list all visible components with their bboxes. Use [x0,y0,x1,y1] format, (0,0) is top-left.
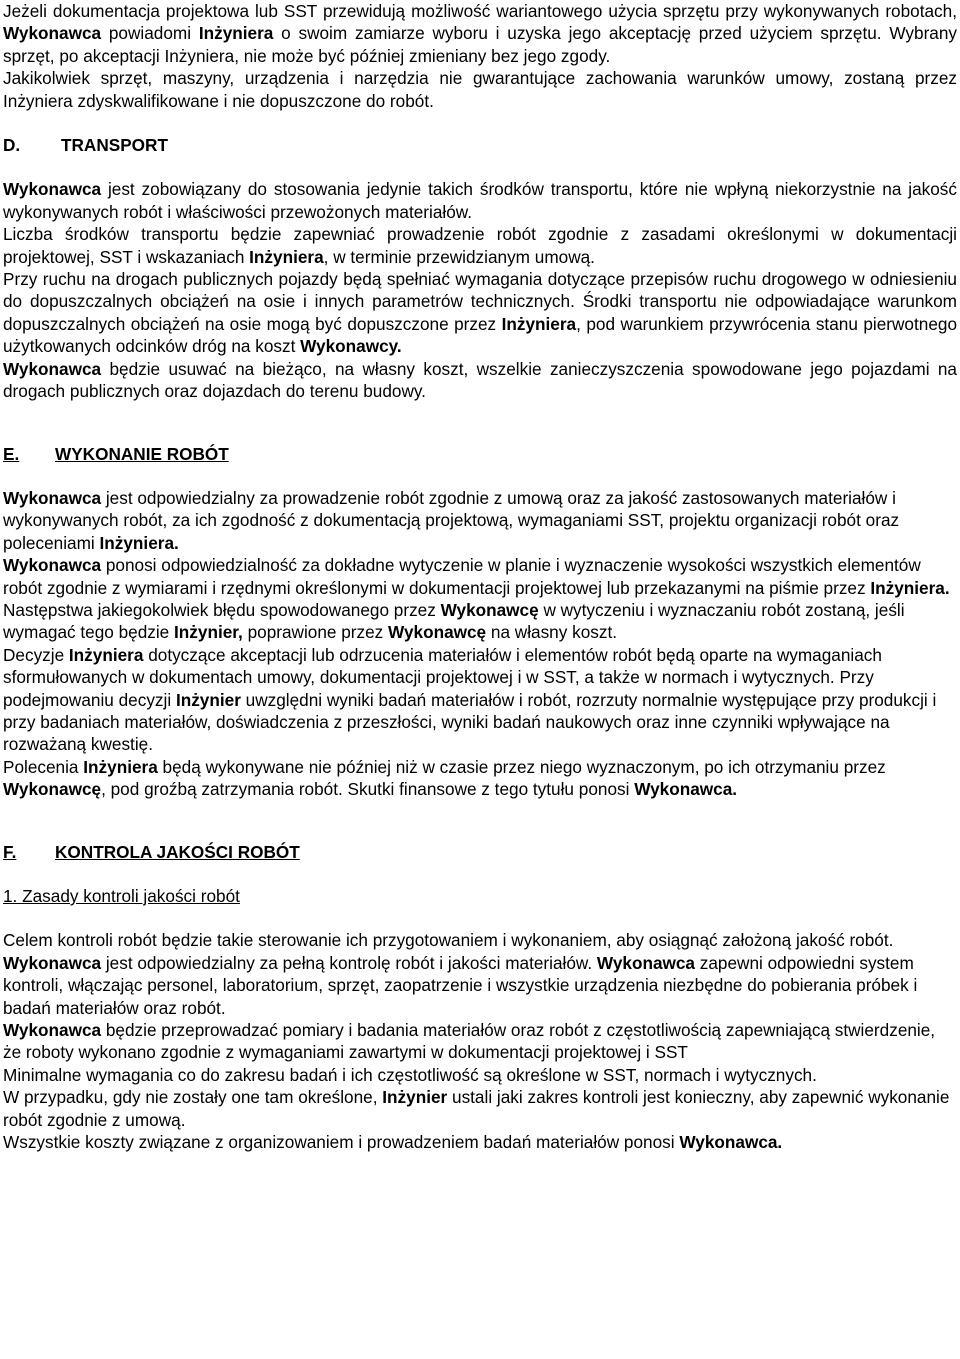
section-e-heading [3,443,957,465]
section-f-paragraph-5: W przypadku, gdy nie zostały one tam określone, Inżynier ustali jaki zakres kontroli jest konieczny, aby zapewnić wykonanie robót zgodnie z umową. [3,1087,950,1130]
section-f-paragraph-6: Wszystkie koszty związane z organizowaniem i prowadzeniem badań materiałów ponosi Wykonawca. [3,1132,783,1153]
section-d-paragraph-1: Wykonawca jest zobowiązany do stosowania jedynie takich środków transportu, które nie wpłyną niekorzystnie na jakość wykonywanych robót i właściwości przewożonych materiałów. [3,179,957,222]
section-d-title: TRANSPORT [61,135,168,156]
section-d-number: D. [3,135,21,156]
section-e-paragraph-5: Polecenia Inżyniera będą wykonywane nie później niż w czasie przez niego wyznaczonym, po ich otrzymaniu przez Wykonawcę, pod groźbą zatrzymania robót. Skutki finansowe z tego tytułu ponosi Wykonawca. [3,756,886,800]
intro-paragraph-2: Jakikolwiek sprzęt, maszyny, urządzenia i narzędzia nie gwarantujące zachowania warunków umowy, zostaną przez Inżyniera zdyskwalifikowane i nie dopuszczone do robót. [3,68,957,111]
section-d-paragraph-2: Liczba środków transportu będzie zapewniać prowadzenie robót zgodnie z zasadami określonymi w dokumentacji projektowej, SST i wskazaniach Inżyniera, w terminie przewidzianym umową. [3,224,957,267]
section-d-paragraph-4: Wykonawca będzie usuwać na bieżąco, na własny koszt, wszelkie zanieczyszczenia spowodowane jego pojazdami na drogach publicznych oraz dojazdach do terenu budowy. [3,358,957,402]
subsection-1-heading: 1. Zasady kontroli jakości robót [3,886,240,906]
section-f-paragraph-3: Wykonawca będzie przeprowadzać pomiary i badania materiałów oraz robót z częstotliwością zapewniającą stwierdzenie, że roboty wykonano zgodnie z wymaganiami zawartymi w dokumentacji projektowej i SST [3,1020,936,1063]
section-f-paragraph-4: Minimalne wymagania co do zakresu badań i ich częstotliwość są określone w SST, normach i wytycznych. [3,1064,817,1085]
section-e-paragraph-2: Wykonawca ponosi odpowiedzialność za dokładne wytyczenie w planie i wyznaczenie wysokości wszystkich elementów robót zgodnie z wymiarami i rzędnymi określonymi w dokumentacji projektowej lub przekazanymi na piśmie przez Inżyniera. [3,555,950,598]
section-d-paragraph-3: Przy ruchu na drogach publicznych pojazdy będą spełniać wymagania dotyczące przepisów ruchu drogowego w odniesieniu do dopuszczalnych obciążeń na osie i innych parametrów technicznych. Środki transportu nie odpowiadające warunkom dopuszczalnych obciążeń na osie mogą być dopuszczone przez Inżyniera, pod warunkiem przywrócenia stanu pierwotnego użytkowanych odcinków dróg na koszt Wykonawcy. [3,269,957,357]
section-e-number: E. [3,443,20,464]
section-e-paragraph-3: Następstwa jakiegokolwiek błędu spowodowanego przez Wykonawcę w wytyczeniu i wyznaczaniu robót zostaną, jeśli wymagać tego będzie Inżynier, poprawione przez Wykonawcę na własny koszt. [3,599,905,643]
section-f-heading [3,841,957,863]
section-e-paragraph-4: Decyzje Inżyniera dotyczące akceptacji lub odrzucenia materiałów i elementów robót będą oparte na wymaganiach sformułowanych w dokumentach umowy, dokumentacji projektowej i w SST, a także w normach i wytycznych. Przy podejmowaniu decyzji Inżynier uwzględni wyniki badań materiałów i robót, rozrzuty normalnie występujące przy produkcji i przy badaniach materiałów, doświadczenia z przeszłości, wyniki badań naukowych oraz inne czynniki wpływające na rozważaną kwestię. [3,644,937,755]
intro-paragraph-1: Jeżeli dokumentacja projektowa lub SST przewidują możliwość wariantowego użycia sprzętu przy wykonywanych robotach, Wykonawca powiadomi Inżyniera o swoim zamiarze wyboru i uzyska jego akceptację przed użyciem sprzętu. Wybrany sprzęt, po akceptacji Inżyniera, nie może być później zmieniany bez jego zgody. [3,1,957,66]
section-f-title: KONTROLA JAKOŚCI ROBÓT [55,841,300,862]
section-d-heading [3,134,957,156]
section-e-title: WYKONANIE ROBÓT [55,443,229,464]
section-f-paragraph-1: Celem kontroli robót będzie takie sterowanie ich przygotowaniem i wykonaniem, aby osiągnąć założoną jakość robót. [3,930,894,951]
section-f-paragraph-2: Wykonawca jest odpowiedzialny za pełną kontrolę robót i jakości materiałów. Wykonawca zapewni odpowiedni system kontroli, włączając personel, laboratorium, sprzęt, zaopatrzenie i wszystkie urządzenia niezbędne do pobierania próbek i badań materiałów oraz robót. [3,952,918,1018]
section-f-number: F. [3,841,17,862]
section-e-paragraph-1: Wykonawca jest odpowiedzialny za prowadzenie robót zgodnie z umową oraz za jakość zastosowanych materiałów i wykonywanych robót, za ich zgodność z dokumentacją projektową, wymaganiami SST, projektu organizacji robót oraz poleceniami Inżyniera. [3,487,900,553]
